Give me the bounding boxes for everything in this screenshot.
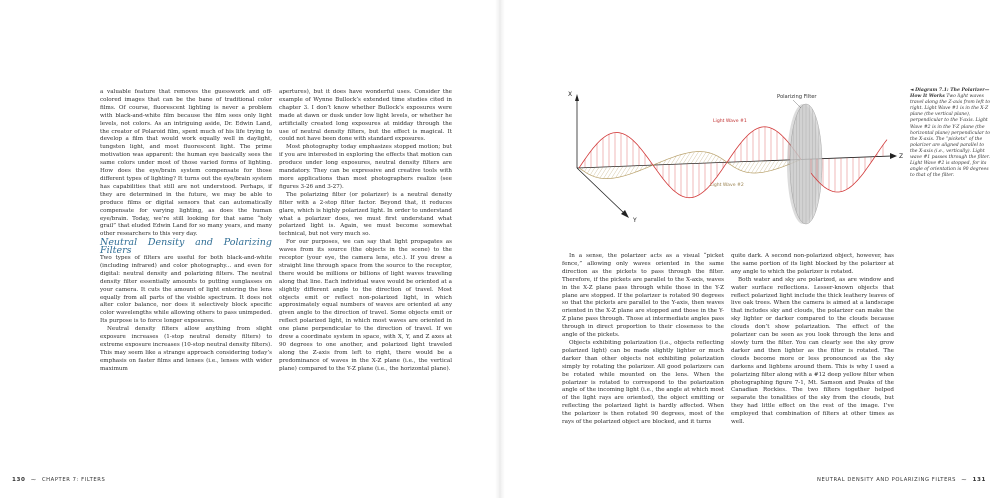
- left-column-2: [279, 89, 452, 374]
- wave1-label: Light Wave #1: [713, 119, 747, 124]
- filter-leader-line: [793, 100, 801, 108]
- light-wave-1-transmitted: [811, 140, 887, 192]
- z-axis-line: [577, 156, 891, 168]
- tilde-ornament-icon: ~: [961, 476, 968, 484]
- wave2-hatch: [590, 167, 595, 175]
- paragraph: quite dark. A second non-polarized object, however, has the same portion of its light blocked by the polarizer at any angle to which the polarizer is rotated.: [731, 253, 894, 275]
- wave2-hatch: [748, 161, 755, 172]
- wave2-hatch: [752, 161, 760, 173]
- right-page: [500, 0, 1000, 498]
- x-axis-label: X: [568, 91, 573, 98]
- light-wave-2: [579, 152, 801, 179]
- z-axis-arrow-icon: [890, 153, 897, 159]
- z-axis-label: Z: [899, 153, 904, 160]
- paragraph: The polarizing filter (or polarizer) is a neutral density filter with a 2-stop filter factor. Beyond that, it reduces glare, which is highly polarized light. In order to understand what a polarizer does, we must first understand what polarized light is. Again, we must become somewhat technical, but not very much so.: [279, 191, 452, 238]
- wave2-hatch: [755, 161, 763, 173]
- wave2-hatch: [744, 161, 751, 171]
- right-footer: [817, 476, 986, 484]
- wave1-curve: [579, 127, 801, 198]
- wave2-hatch: [732, 162, 735, 166]
- wave1-curve: [811, 140, 887, 192]
- right-column-1: [562, 253, 724, 427]
- wave2-hatch: [695, 152, 703, 164]
- diagram-caption: [910, 88, 992, 179]
- wave2-hatch: [703, 153, 710, 163]
- x-axis-arrow-icon: [575, 94, 579, 101]
- y-axis-line: [577, 168, 625, 214]
- wave2-hatch: [604, 167, 612, 179]
- left-column-1: [100, 89, 272, 374]
- paragraph: Both water and sky are polarized, as are window and water surface reflections. Lesser-known objects that reflect polarized light include the thick leathery leaves of live oak trees. When the camera is aimed at a landscape that includes sky and clouds, the polarizer can make the sky lighter or darker compared to the clouds because clouds don’t show polarization. The effect of the polarizer can be seen as you look through the lens and slowly turn the filter. You can clearly see the sky grow darker and then lighter as the filter is rotated. The clouds become more or less pronounced as the sky darkens and lightens around them. This is why I used a polarizing filter along with a #12 deep yellow filter when photographing figure 7-1, Mt. Samson and Peaks of the Canadian Rockies. The two filters together helped separate the tonalities of the sky from the clouds, but they had little effect on the rest of the image. I’ve employed that combination of filters at other times as well.: [731, 276, 894, 426]
- caption-lead: ◄ Diagram 7.1: The Polarizer—How It Works: [910, 88, 990, 100]
- y-axis-label: Y: [633, 217, 637, 224]
- wave2-hatch: [611, 166, 619, 178]
- wave2-hatch: [596, 167, 603, 177]
- wave2-hatch: [711, 155, 716, 163]
- paragraph: a valuable feature that removes the guesswork and off-colored images that can be the bane of traditional color films. Of course, fluorescent lighting is never a problem with black-and-white film because the film sees only light levels, not colors. As an intriguing aside, Dr. Edwin Land, the creator of Polaroid film, spent much of his life trying to develop a film that would work equally well in daylight, tungsten light, and most fluorescent light. The prime motivation was apparent: the human eye basically sees the same colors under most of those varied forms of lighting. How does the eye/brain system compensate for those different types of lighting? It turns out the eye/brain system has capabilities that still are not understood. Perhaps, if they are determined in the future, we may be able to produce films or digital sensors that can automatically compensate for varying lighting, as does the human eye/brain. Today, we’re still looking for that same “holy grail” that eluded Edwin Land for so many years, and many other researchers to this very day.: [100, 89, 272, 238]
- paragraph: Objects exhibiting polarization (i.e., objects reflecting polarized light) can be made slightly lighter or much darker than other objects not exhibiting polarization simply by rotating the polarizer. All good polarizers can be rotated while mounted on the lens. When the polarizer is rotated to correspond to the polarization angle of the incoming light (i.e., the angle at which most of the light rays are oriented), the object emitting or reflecting the polarized light is hardly affected. When the polarizer is then rotated 90 degrees, most of the rays of the polarized object are blocked, and it turns: [562, 339, 724, 426]
- caption-body: Two light waves travel along the Z-axis from left to right. Light Wave #1 is in the X-Z plane (the vertical plane), perpendicular to the Y-axis. Light Wave #2 is in the Y-Z plane (the horizontal plane) perpendicular to the X-axis. The “pickets” of the polarizer are aligned parallel to the X-axis (i.e., vertically). Light wave #1 passes through the filter. Light Wave #2 is stopped, for its angle of orientation is 90 degrees to that of the filter.: [910, 94, 991, 179]
- wave2-hatch: [600, 167, 607, 178]
- paragraph: In a sense, the polarizer acts as a visual “picket fence,” allowing only waves oriented in the same direction as the pickets to pass through the filter. Therefore, if the pickets are parallel to the X-axis, waves in the X-Z plane pass through while those in the Y-Z plane are stopped. If the polarizer is rotated 90 degrees so that the pickets are parallel to the Y-axis, then waves oriented in the X-Z plane are stopped and those in the Y-Z plane pass through. Those at intermediate angles pass through in direct proportion to their closeness to the angle of the pickets.: [562, 253, 724, 339]
- wave2-hatch: [715, 157, 719, 163]
- running-footer: CHAPTER 7: FILTERS: [41, 477, 106, 483]
- polarizer-diagram: [565, 86, 905, 236]
- wave2-hatch: [719, 159, 722, 163]
- left-footer: [12, 476, 105, 484]
- tilde-ornament-icon: ~: [30, 476, 37, 484]
- paragraph: Neutral density filters allow anything from slight exposure increases (1-stop neutral density filters) to extreme exposure increases (10-stop neutral density filters). This may seem like a strange approach considering today’s emphasis on faster films and lenses (i.e., lenses with wider maximum: [100, 326, 272, 372]
- polarizing-filter-label: Polarizing Filter: [777, 94, 817, 100]
- wave2-curve: [579, 152, 801, 179]
- wave2-hatch: [691, 152, 699, 164]
- paragraph: Two types of filters are useful for both black-and-white (including infrared) and color photography... and even for digital: neutral density and polarizing filters. The neutral density filter essentially amounts to putting sunglasses on your camera. It cuts the amount of light entering the lens equally from all parts of the visible spectrum. It does not alter color balance, nor does it selectively block specific color wavelengths while allowing others to pass unimpeded. Its purpose is to force longer exposures.: [100, 255, 272, 325]
- wave2-hatch: [699, 152, 706, 163]
- wave2-hatch: [584, 168, 587, 172]
- wave2-hatch: [607, 167, 615, 179]
- wave2-hatch: [687, 152, 695, 164]
- paragraph: For our purposes, we can say that light propagates as waves from its source (the objects in the scene) to the receptor (your eye, the camera lens, etc.). If you drew a straight line through space from the source to the receptor, there would be millions or billions of light waves traveling along that line. Each individual wave would be oriented at a slightly different angle to the direction of travel. Most objects emit or reflect non-polarized light, in which approximately equal numbers of waves are oriented at any given angle to the direction of travel. Some objects emit or reflect polarized light, in which most waves are oriented in one plane perpendicular to the direction of travel. If we drew a coordinate system in space, with X, Y, and Z axes at 90 degrees to one another, and polarized light traveled along the Z-axis from left to right, there would be a predominance of waves in the X-Z plane (i.e., the vertical plane) compared to the Y-Z plane (i.e., the horizontal plane).: [279, 239, 452, 372]
- wave2-hatch: [759, 161, 767, 173]
- wave2-hatch: [735, 162, 739, 168]
- page-number: 130: [12, 477, 26, 483]
- wave2-label: Light Wave #2: [710, 183, 744, 188]
- wave2-hatch: [683, 152, 690, 164]
- page-number: 131: [972, 477, 986, 483]
- paragraph: apertures), but it does have wonderful uses. Consider the example of Wynne Bullock’s extended time studies cited in chapter 3. I don’t know whether Bullock’s exposures were made at dawn or dusk under low light levels, or whether he artificially created long exposures at midday through the use of neutral density filters, but the effect is magical. It could not have been done with standard exposures.: [279, 89, 452, 143]
- wave2-hatch: [738, 162, 743, 170]
- paragraph: Most photography today emphasizes stopped motion; but if you are interested in exploring the effects that motion can produce under long exposures, neutral density filters are mandatory. They can be expressive and creative tools with more applications than most photographers realize (see figures 3-26 and 3-27).: [279, 144, 452, 190]
- section-heading: Neutral Density and Polarizing Filters: [100, 237, 272, 257]
- running-footer: NEUTRAL DENSITY AND POLARIZING FILTERS: [817, 477, 957, 483]
- wave2-hatch: [587, 167, 591, 173]
- wave2-hatch: [616, 166, 623, 178]
- light-wave-1: [579, 127, 801, 198]
- right-column-2: [731, 253, 894, 427]
